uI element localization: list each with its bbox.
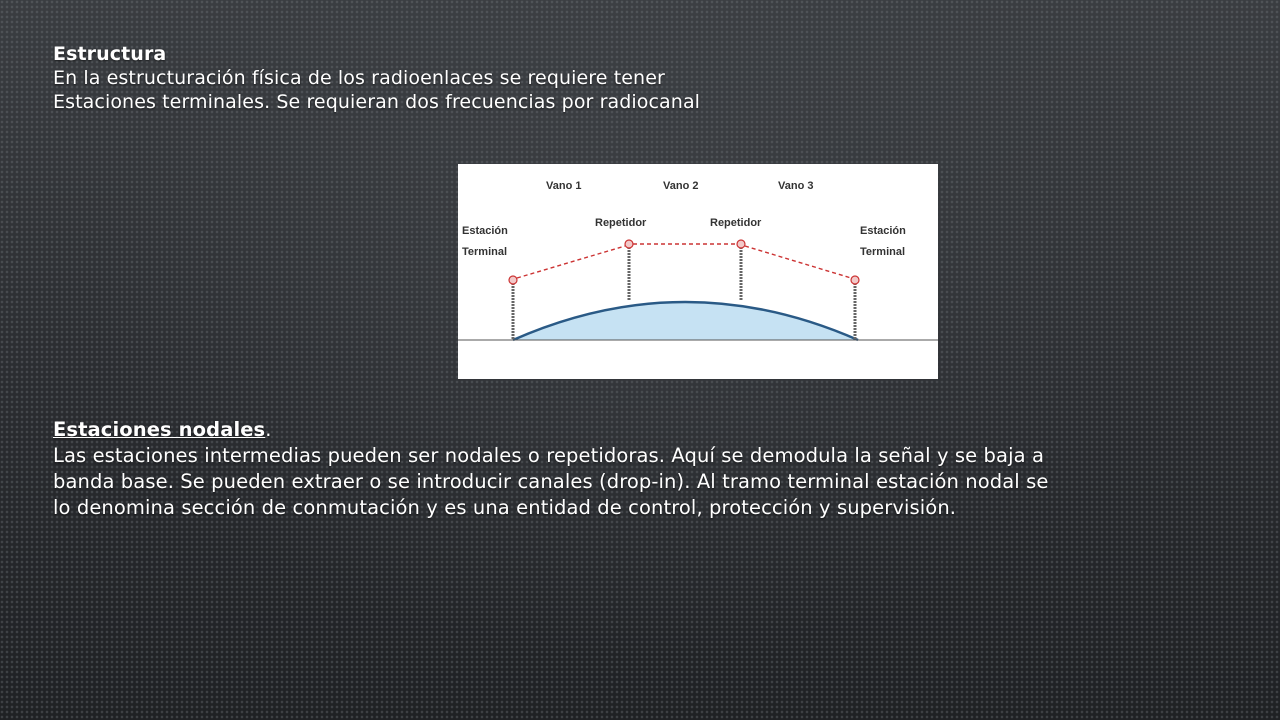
- span-label-3: Vano 3: [778, 180, 814, 192]
- intro-line-1: En la estructuración física de los radioenlaces se requiere tener: [53, 67, 665, 89]
- intro-line-2: Estaciones terminales. Se requieran dos frecuencias por radiocanal: [53, 91, 701, 113]
- terminal-right-label-line-1: Estación: [860, 225, 906, 237]
- antenna-icon: [509, 276, 517, 284]
- repeater-left-label: Repetidor: [595, 217, 647, 229]
- antenna-icon: [737, 240, 745, 248]
- section-heading-estructura: Estructura: [53, 43, 167, 65]
- radio-link-vano-3: [745, 246, 851, 278]
- radio-link-vano-1: [517, 246, 625, 278]
- nodal-stations-text-block: [53, 417, 1253, 521]
- terminal-right-label-line-2: Terminal: [860, 246, 906, 258]
- radio-link-diagram: [458, 164, 938, 379]
- span-label-1: Vano 1: [546, 180, 582, 192]
- nodal-line-1: Las estaciones intermedias pueden ser nodales o repetidoras. Aquí se demodula la señal y se baja a: [53, 444, 1044, 467]
- antenna-icon: [625, 240, 633, 248]
- nodal-line-2: banda base. Se pueden extraer o se introducir canales (drop-in). Al tramo terminal estación nodal se: [53, 470, 1049, 493]
- radio-link-diagram-svg: [458, 164, 938, 379]
- heading-period: .: [265, 418, 272, 441]
- terminal-left-label-line-2: Terminal: [462, 246, 508, 258]
- nodal-heading-line: [53, 417, 1253, 443]
- repeater-right-label: Repetidor: [710, 217, 762, 229]
- terminal-left-label-line-1: Estación: [462, 225, 508, 237]
- section-heading-estaciones-nodales: Estaciones nodales: [53, 418, 266, 441]
- antenna-icon: [851, 276, 859, 284]
- span-label-2: Vano 2: [663, 180, 699, 192]
- nodal-line-3: lo denomina sección de conmutación y es una entidad de control, protección y supervisión.: [53, 496, 957, 519]
- intro-text-block: [53, 42, 1253, 114]
